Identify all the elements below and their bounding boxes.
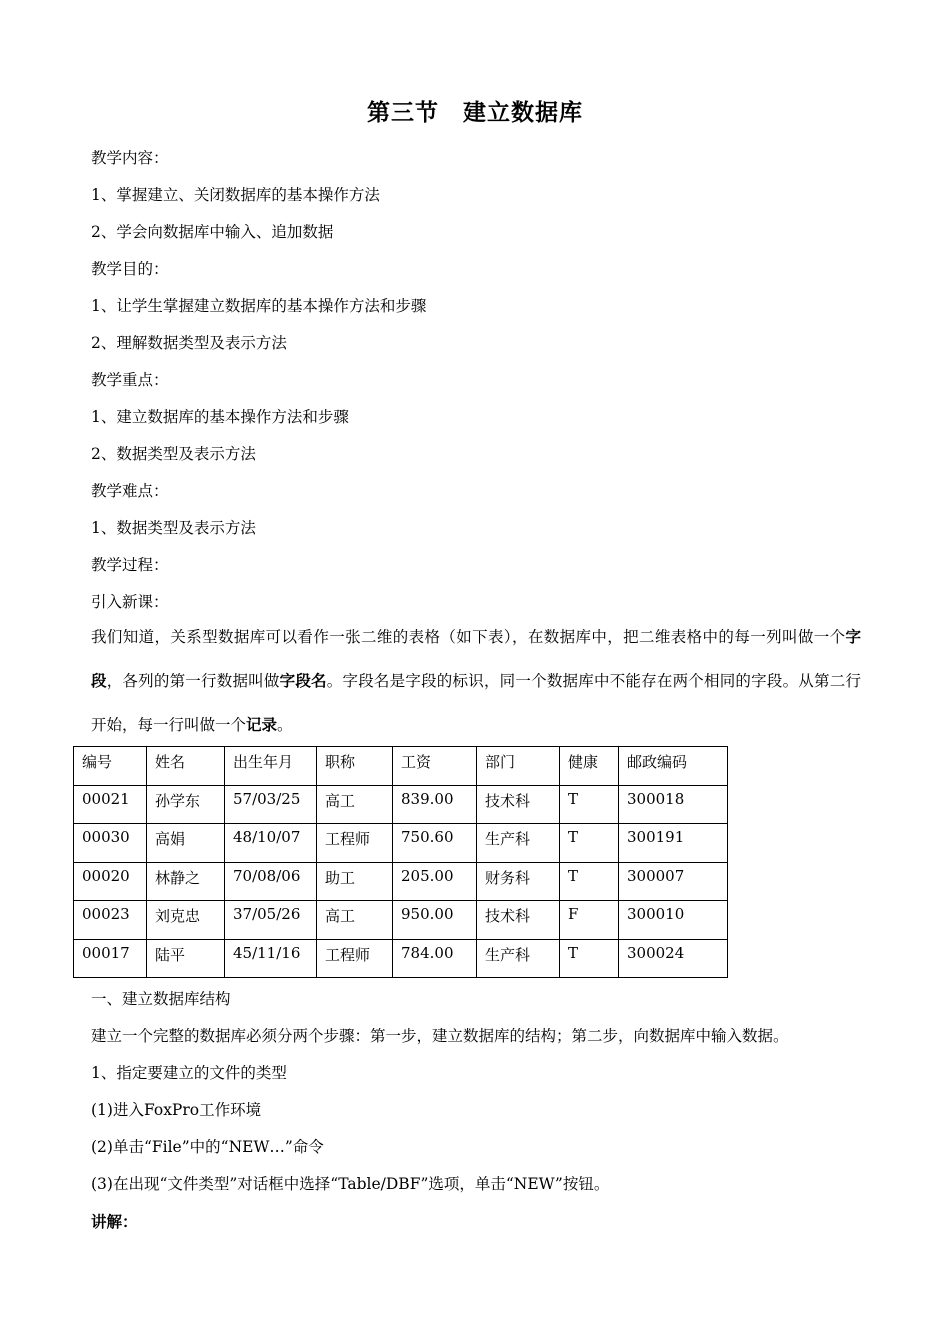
step-1-sub-2: (2)单击“File”中的“NEW…”命令: [91, 1138, 324, 1156]
table-cell: 00021: [74, 785, 147, 824]
step-1-sub-1: (1)进入FoxPro工作环境: [91, 1101, 262, 1119]
intro-text-1: 我们知道，关系型数据库可以看作一张二维的表格（如下表），在数据库中，把二维表格中的每一列叫做一个: [91, 628, 846, 646]
table-cell: 生产科: [477, 939, 560, 978]
table-cell: 陆平: [147, 939, 225, 978]
table-cell: 技术科: [477, 785, 560, 824]
table-cell: 财务科: [477, 862, 560, 901]
table-header-cell: 邮政编码: [619, 747, 728, 786]
table-row: [74, 939, 728, 978]
table-cell: 高娟: [147, 824, 225, 863]
table-cell: 45/11/16: [225, 939, 317, 978]
section-label-content: 教学内容：: [91, 149, 169, 167]
content-item-1: 1、掌握建立、关闭数据库的基本操作方法: [91, 186, 380, 204]
section-label-difficulty: 教学难点：: [91, 482, 169, 500]
intro-text-4: 。: [277, 716, 293, 734]
term-field: 字段: [91, 627, 861, 690]
table-cell: 300007: [619, 862, 728, 901]
page-title: 第三节 建立数据库: [367, 100, 583, 126]
term-field-name: 字段名: [279, 671, 327, 690]
table-cell: 300018: [619, 785, 728, 824]
table-header-cell: 姓名: [147, 747, 225, 786]
table-cell: T: [560, 862, 619, 901]
section-label-intro: 引入新课：: [91, 593, 169, 611]
table-cell: 300191: [619, 824, 728, 863]
content-item-2: 2、学会向数据库中输入、追加数据: [91, 223, 334, 241]
goal-item-2: 2、理解数据类型及表示方法: [91, 334, 287, 352]
intro-paragraph: [91, 615, 861, 747]
table-cell: 784.00: [393, 939, 477, 978]
table-cell: T: [560, 824, 619, 863]
table-cell: 950.00: [393, 901, 477, 940]
table-cell: 839.00: [393, 785, 477, 824]
step-1-heading: 1、指定要建立的文件的类型: [91, 1064, 287, 1082]
table-cell: 高工: [317, 901, 393, 940]
table-header-cell: 出生年月: [225, 747, 317, 786]
table-cell: 孙学东: [147, 785, 225, 824]
table-header-cell: 职称: [317, 747, 393, 786]
table-header-cell: 健康: [560, 747, 619, 786]
table-cell: 00023: [74, 901, 147, 940]
table-cell: T: [560, 785, 619, 824]
explain-label: 讲解：: [91, 1213, 138, 1231]
table-cell: 205.00: [393, 862, 477, 901]
table-cell: 刘克忠: [147, 901, 225, 940]
table-header-cell: 部门: [477, 747, 560, 786]
table-cell: F: [560, 901, 619, 940]
table-cell: 高工: [317, 785, 393, 824]
table-header-cell: 编号: [74, 747, 147, 786]
table-row: [74, 901, 728, 940]
table-cell: 70/08/06: [225, 862, 317, 901]
table-row: [74, 785, 728, 824]
table-cell: 00030: [74, 824, 147, 863]
key-point-2: 2、数据类型及表示方法: [91, 445, 256, 463]
structure-description: 建立一个完整的数据库必须分两个步骤：第一步，建立数据库的结构；第二步，向数据库中输入数据。: [91, 1027, 789, 1045]
table-header-cell: 工资: [393, 747, 477, 786]
key-point-1: 1、建立数据库的基本操作方法和步骤: [91, 408, 349, 426]
table-cell: 林静之: [147, 862, 225, 901]
difficulty-item-1: 1、数据类型及表示方法: [91, 519, 256, 537]
table-cell: 750.60: [393, 824, 477, 863]
table-cell: 工程师: [317, 939, 393, 978]
section-label-process: 教学过程：: [91, 556, 169, 574]
term-record: 记录: [246, 715, 278, 734]
section-label-goal: 教学目的：: [91, 260, 169, 278]
table-cell: 00020: [74, 862, 147, 901]
table-cell: 37/05/26: [225, 901, 317, 940]
data-table: [73, 746, 728, 978]
table-row: [74, 824, 728, 863]
table-cell: 00017: [74, 939, 147, 978]
table-cell: 工程师: [317, 824, 393, 863]
step-1-sub-3: (3)在出现“文件类型”对话框中选择“Table/DBF”选项，单击“NEW”按钮。: [91, 1175, 610, 1193]
intro-text-3: 。字段名是字段的标识，同一个数据库中不能存在两个相同的字段。从第二行开始，每一行叫做一个: [91, 672, 861, 734]
table-cell: T: [560, 939, 619, 978]
table-cell: 300024: [619, 939, 728, 978]
goal-item-1: 1、让学生掌握建立数据库的基本操作方法和步骤: [91, 297, 427, 315]
table-header-row: [74, 747, 728, 786]
table-cell: 300010: [619, 901, 728, 940]
table-cell: 助工: [317, 862, 393, 901]
table-cell: 技术科: [477, 901, 560, 940]
table-cell: 48/10/07: [225, 824, 317, 863]
intro-text-2: ，各列的第一行数据叫做: [106, 672, 280, 690]
table-cell: 57/03/25: [225, 785, 317, 824]
section-label-key-points: 教学重点：: [91, 371, 169, 389]
section-heading-structure: 一、建立数据库结构: [91, 990, 231, 1008]
table-cell: 生产科: [477, 824, 560, 863]
table-row: [74, 862, 728, 901]
